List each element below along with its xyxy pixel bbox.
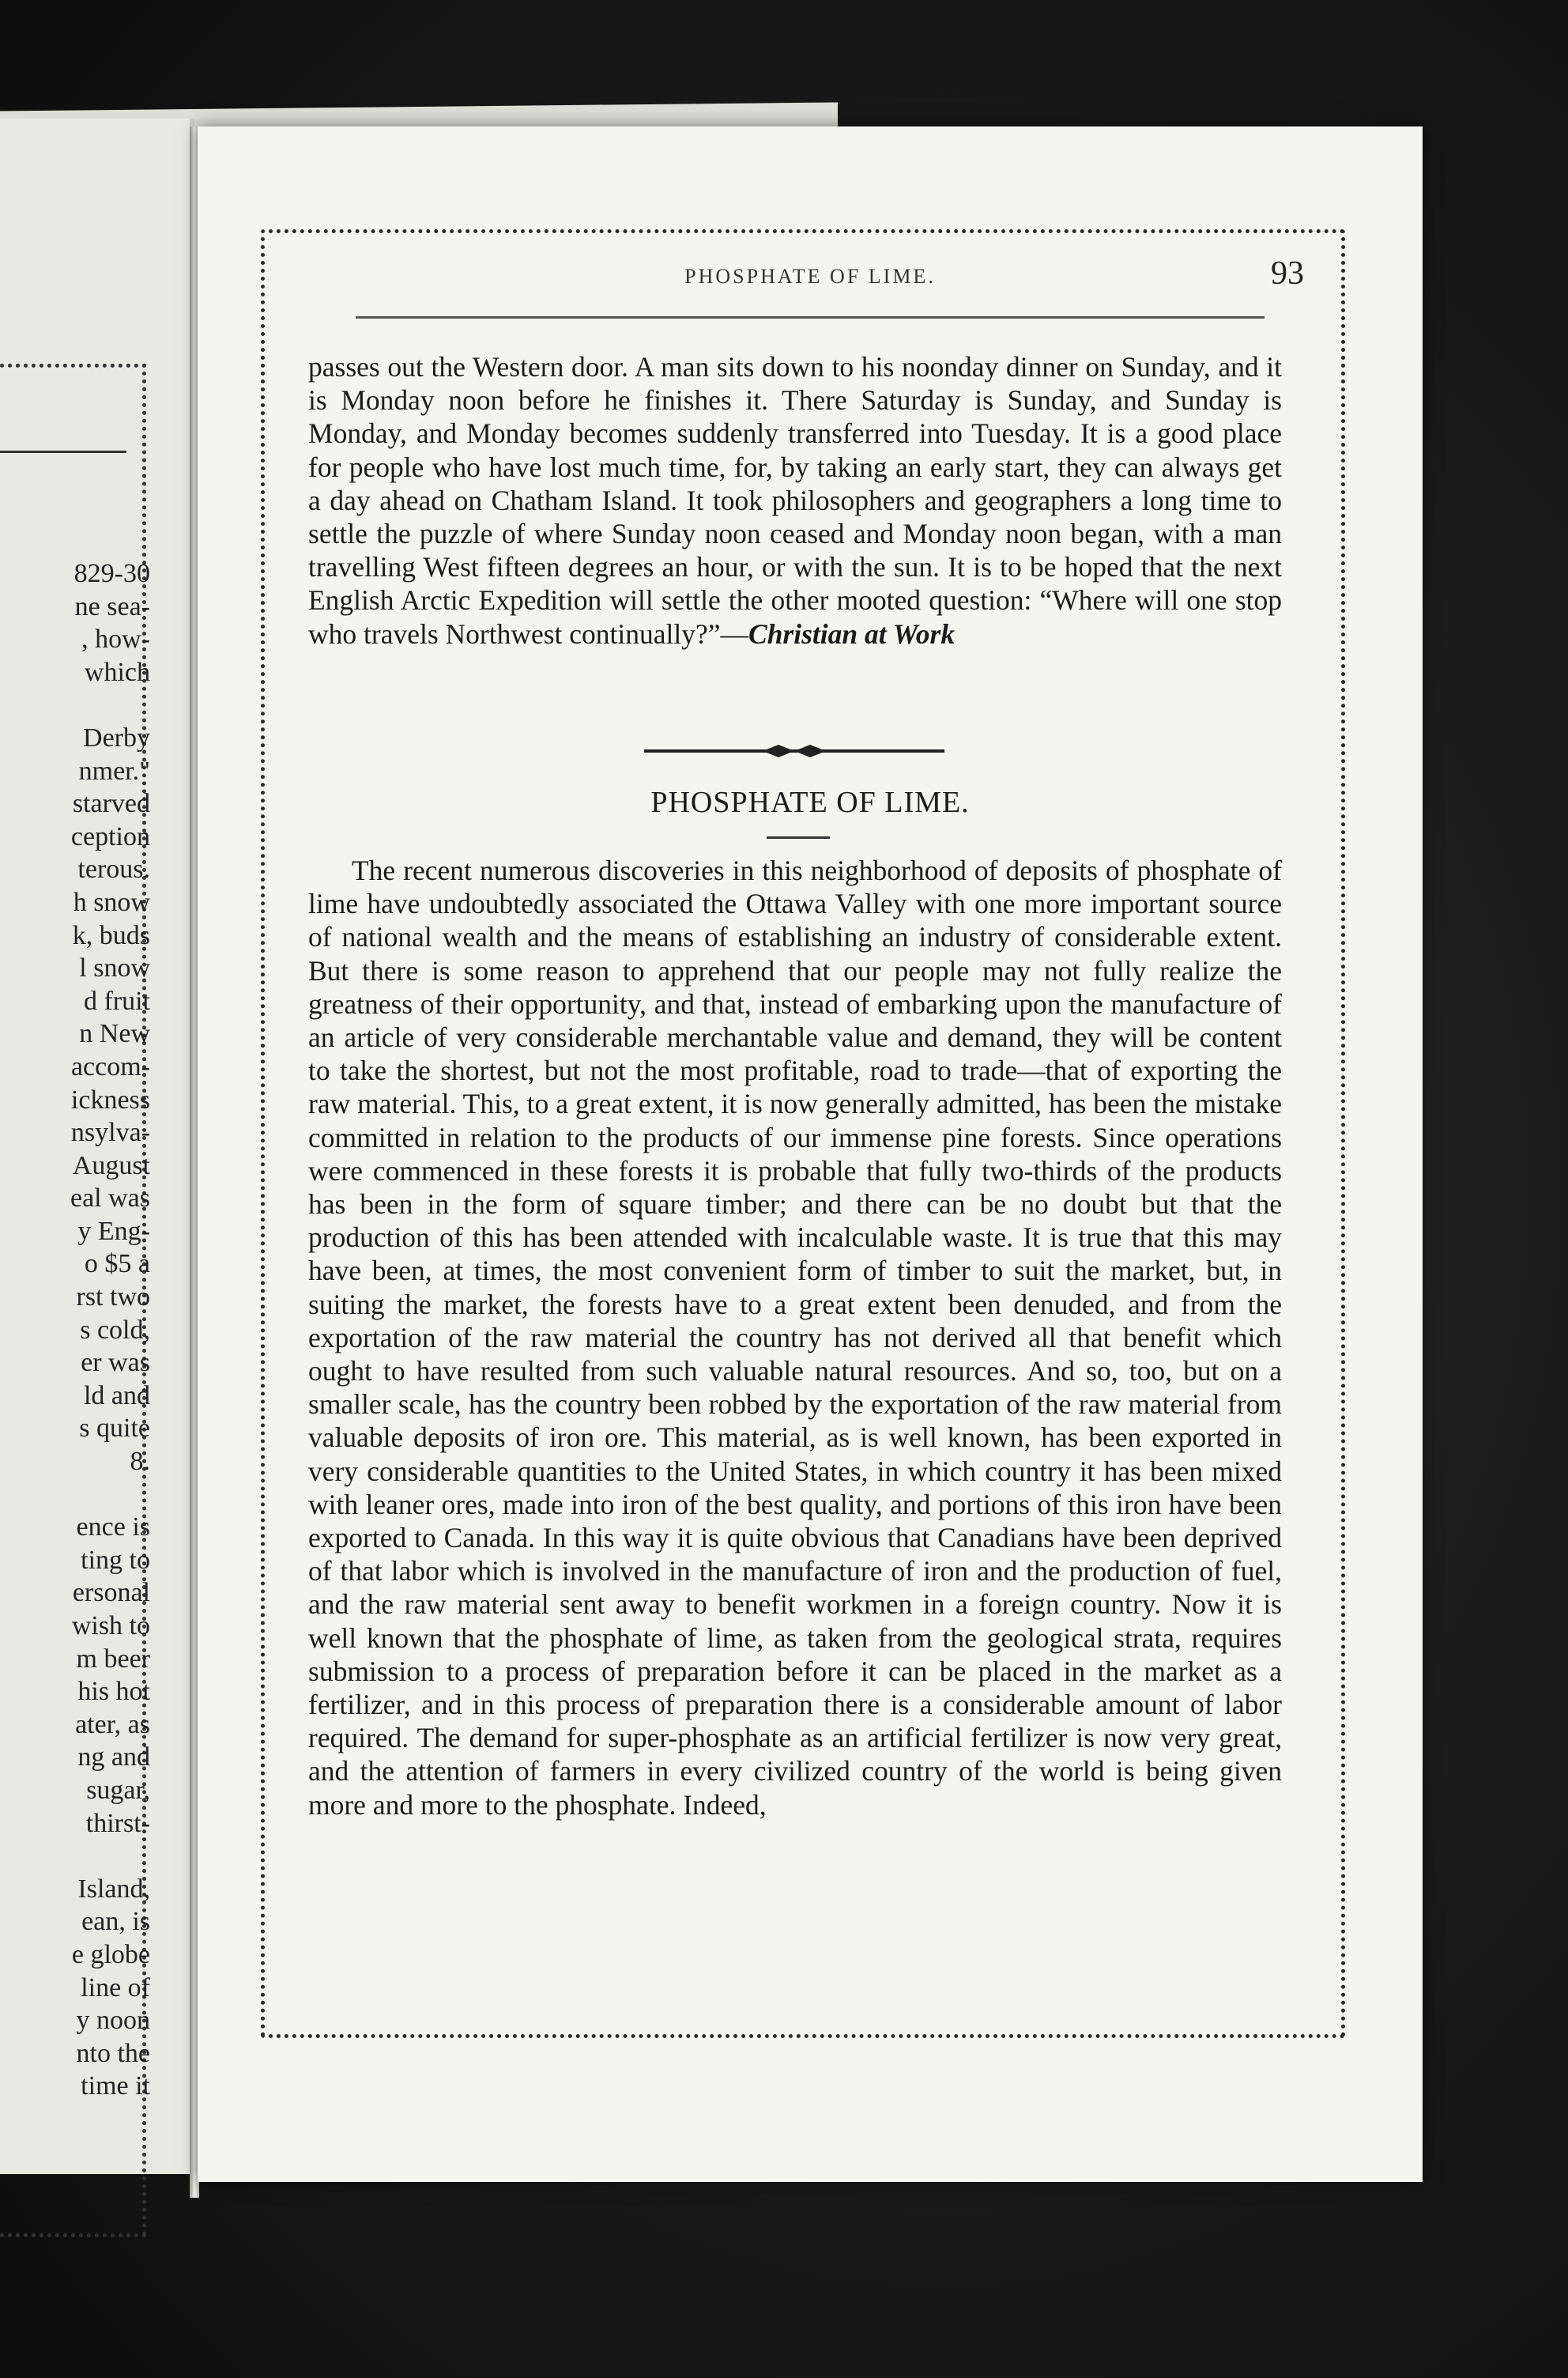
prev-line: ting to [81, 1545, 150, 1575]
previous-page-rule [0, 451, 126, 453]
continued-paragraph [308, 350, 1282, 651]
prev-line: eal was [70, 1183, 150, 1214]
prev-line: ickness [70, 1085, 150, 1115]
prev-line: sugar, [86, 1775, 150, 1805]
prev-line: ater, as [75, 1709, 150, 1739]
prev-line: y noon [76, 2006, 150, 2036]
prev-line: accom- [70, 1051, 150, 1081]
prev-line: line of [81, 1972, 150, 2002]
prev-line: y Eng- [77, 1216, 150, 1246]
prev-line: 829-30 [74, 559, 150, 588]
prev-line: s cold, [80, 1315, 150, 1345]
prev-line: ence is [76, 1512, 150, 1542]
prev-line: which [84, 657, 150, 687]
prev-line: ersonal [72, 1578, 150, 1608]
prev-line: e globe [71, 1939, 150, 1969]
prev-line: ne sea- [74, 591, 150, 621]
prev-line: d fruit [83, 986, 150, 1016]
prev-line: time it [81, 2071, 150, 2101]
prev-line: thirst- [85, 1808, 150, 1838]
article-body [308, 854, 1282, 1821]
continued-text: passes out the Western door. A man sits down to his noonday dinner on Sunday, and it is Monday noon before he finishes it. There Saturday is Sunday, and Sunday is Monday, and Monday becomes suddenly transferred into Tuesday. It is a good place for people who have lost much time, for, by taking an early start, they can always get a day ahead on Chatham Island. It took philosophers and geographers a long time to settle the puzzle of where Sunday noon ceased and Monday noon began, with a man travelling West fifteen degrees an hour, or with the sun. It is to be hoped that the next English Arctic Expedition will settle the other mooted question: “Where will one stop who travels Northwest continually?”— [308, 351, 1282, 650]
prev-line: er was [81, 1348, 150, 1378]
prev-line: o $5 a [84, 1249, 150, 1279]
section-divider-ornament [644, 739, 944, 763]
prev-line: m beer [76, 1644, 150, 1674]
prev-line: ean, is [81, 1907, 150, 1937]
page-number: 93 [1271, 255, 1304, 292]
prev-line: 8. [130, 1447, 150, 1477]
prev-gap [0, 1478, 150, 1512]
prev-line: ld and [83, 1380, 150, 1410]
article-paragraph: The recent numerous discoveries in this neighborhood of deposits of phosphate of lime have undoubtedly associated the Ottawa Valley with one more important source of national wealth and the means of establishing an industry of considerable extent. But there is some reason to apprehend that our people may not fully realize the greatness of their opportunity, and that, instead of embarking upon the manufacture of an article of very considerable merchantable value and demand, they will be content to take the shortest, but not the most profitable, road to trade—that of exporting the raw material. This, to a great extent, it is now generally admitted, has been the mistake committed in relation to the products of our immense pine forests. Since operations were commenced in these forests it is probable that fully two-thirds of the products has been in the form of square timber; and there can be no doubt but that the production of this has been attended with incalculable waste. It is true that this may have been, at times, the most convenient form of timber to suit the market, but, in suiting the market, the forests have to a great extent been denuded, and from the exportation of the raw material the country has not derived all that benefit which ought to have resulted from such valuable natural resources. And so, too, but on a smaller scale, has the country been robbed by the exportation of the raw material from valuable deposits of iron ore. This material, as is well known, has been exported in very considerable quantities to the United States, in which country it has been mixed with leaner ores, made into iron of the best quality, and portions of this iron have been exported to Canada. In this way it is quite obvious that Canadians have been deprived of that labor which is involved in the manufacture of iron and the production of fuel, and the raw material sent away to benefit workmen in a foreign country. Now it is well known that the phosphate of lime, as taken from the geological strata, requires submission to a process of preparation before it can be placed in the market as a fertilizer, and in this process of preparation there is a considerable amount of labor required. The demand for super-phosphate as an artificial fertilizer is now very great, and the attention of farmers in every civilized country of the world is being given more and more to the phosphate. Indeed, [308, 855, 1282, 1821]
previous-page-text [0, 557, 150, 2103]
header-rule [356, 316, 1265, 319]
prev-line: n New [79, 1019, 150, 1049]
prev-line: rst two [76, 1282, 150, 1312]
prev-line: starved [72, 789, 150, 819]
prev-line: ception [70, 821, 150, 851]
prev-line: Island, [77, 1874, 150, 1904]
prev-gap [0, 1840, 150, 1873]
prev-line: wish to [71, 1611, 150, 1640]
source-credit: Christian at Work [748, 617, 956, 650]
prev-line: his hot [77, 1677, 150, 1707]
continued-article [308, 350, 1282, 651]
previous-page [0, 119, 194, 2174]
prev-line: h snow [73, 887, 150, 917]
prev-line: l snow [79, 953, 150, 983]
title-rule [767, 836, 830, 839]
prev-line: terous. [77, 855, 150, 885]
prev-line: , how- [81, 625, 150, 655]
prev-line: Derby [83, 723, 150, 753]
prev-line: nsylva- [70, 1118, 150, 1148]
article-title: PHOSPHATE OF LIME. [650, 786, 970, 819]
prev-line: ng and [77, 1742, 150, 1772]
prev-line: August [72, 1150, 150, 1180]
current-page [198, 126, 1423, 2182]
prev-gap [0, 689, 150, 722]
prev-line: nto the [76, 2038, 150, 2068]
prev-line: nmer." [78, 756, 150, 786]
prev-line: s quite [79, 1414, 150, 1444]
prev-line: k, buds [72, 920, 150, 950]
running-head: PHOSPHATE OF LIME. [684, 265, 936, 288]
